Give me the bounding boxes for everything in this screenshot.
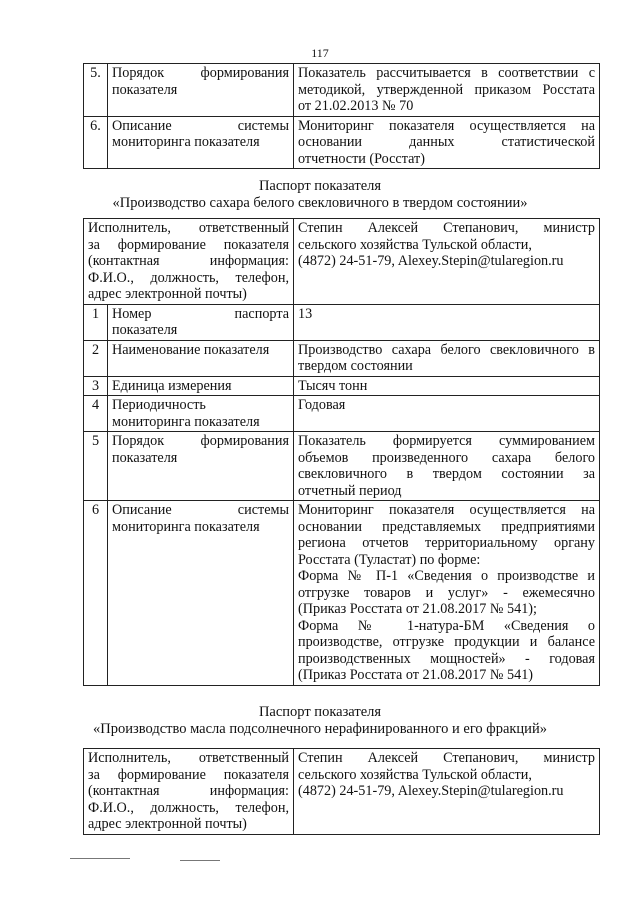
value-line: основании представляемых предприятиями <box>298 518 595 535</box>
row-number: 4 <box>84 396 108 432</box>
label-word: Порядок <box>112 65 165 81</box>
table-row <box>84 396 600 432</box>
label-line: Номер паспорта <box>112 305 289 322</box>
value-line: производственных мощностей» - годовая <box>298 650 595 667</box>
row-label <box>108 116 294 169</box>
label-line: (контактная информация: <box>88 253 289 269</box>
label-line: Наименование показателя <box>112 341 270 358</box>
row-number: 2 <box>84 340 108 376</box>
label-line: Единица измерения <box>112 377 232 394</box>
value-line: отчетности (Росстат) <box>298 150 425 167</box>
label-line: за формирование показателя <box>88 236 289 253</box>
passport1-table <box>83 218 600 686</box>
executor-row <box>84 749 600 835</box>
row-label <box>108 501 294 686</box>
label-word: формирования <box>200 65 289 81</box>
executor-value <box>294 749 600 835</box>
value-line: Росстата (Туластат) по форме: <box>298 551 481 568</box>
row-value <box>294 340 600 376</box>
table-row <box>84 432 600 501</box>
row-value <box>294 116 600 169</box>
scan-artifact <box>180 860 220 861</box>
value-line: Степин Алексей Степанович, министр <box>298 750 595 766</box>
label-line: за формирование показателя <box>88 766 289 783</box>
row-label <box>108 432 294 501</box>
row-number: 6 <box>84 501 108 686</box>
label-line: Порядок формирования <box>112 433 289 449</box>
executor-row <box>84 219 600 305</box>
value-line: Производство сахара белого свекловичного в <box>298 341 595 358</box>
value-line: Мониторинг показателя осуществляется на <box>298 502 595 518</box>
label-word: системы <box>237 117 289 134</box>
row-label <box>108 396 294 432</box>
value-line: Мониторинг показателя осуществляется на <box>298 117 595 134</box>
label-line: мониторинга показателя <box>112 518 260 535</box>
value-line: объемов произведенного сахара белого <box>298 449 595 466</box>
value-line: сельского хозяйства Тульской области, <box>298 766 532 783</box>
value-line: Тысяч тонн <box>298 377 368 394</box>
label-line: Описание системы <box>112 502 289 518</box>
row-number: 3 <box>84 376 108 396</box>
value-line: сельского хозяйства Тульской области, <box>298 236 532 253</box>
label-line: (контактная информация: <box>88 783 289 799</box>
row-number: 5 <box>84 432 108 501</box>
label-line: показателя <box>112 322 178 338</box>
value-line: Форма № 1-натура-БМ «Сведения о <box>298 617 595 634</box>
row-value <box>294 501 600 686</box>
value-line: 13 <box>298 305 313 322</box>
label-line: мониторинга показателя <box>112 413 260 430</box>
row-value <box>294 396 600 432</box>
row-number: 5. <box>84 64 108 117</box>
scan-artifact <box>70 858 130 859</box>
value-line: (Приказ Росстата от 21.08.2017 № 541); <box>298 601 537 617</box>
passport1-subtitle: «Производство сахара белого свекловичного в твердом состоянии» <box>112 195 528 211</box>
label-line: показателя <box>112 449 178 466</box>
value-line: методикой, утвержденной приказом Росстата <box>298 81 595 98</box>
row-number: 1 <box>84 304 108 340</box>
label-line: Исполнитель, ответственный <box>88 220 289 236</box>
value-line: производстве, отгрузке продукции и балансе <box>298 634 595 650</box>
value-line: (4872) 24-51-79, Alexey.Stepin@tularegion.ru <box>298 253 564 269</box>
value-line: (Приказ Росстата от 21.08.2017 № 541) <box>298 667 534 683</box>
value-line: Годовая <box>298 397 346 413</box>
table-row <box>84 116 600 169</box>
passport1-title: Паспорт показателя <box>258 178 382 194</box>
value-line: (4872) 24-51-79, Alexey.Stepin@tularegion.ru <box>298 783 564 799</box>
value-line: региона отчетов территориальному органу <box>298 535 595 551</box>
executor-label <box>84 749 294 835</box>
passport2-title: Паспорт показателя <box>258 704 382 720</box>
executor-label <box>84 219 294 305</box>
row-value <box>294 376 600 396</box>
label-word: Описание <box>112 117 172 134</box>
table-row <box>84 64 600 117</box>
row-label <box>108 64 294 117</box>
value-line: Показатель рассчитывается в соответствии с <box>298 65 595 81</box>
value-line: свекловичного в твердом состоянии за <box>298 466 595 482</box>
value-line: от 21.02.2013 № 70 <box>298 98 414 114</box>
label-line: Исполнитель, ответственный <box>88 750 289 766</box>
row-value <box>294 432 600 501</box>
label-line: мониторинга показателя <box>112 134 260 150</box>
table-row <box>84 304 600 340</box>
executor-value <box>294 219 600 305</box>
row-value <box>294 304 600 340</box>
label-line: показателя <box>112 81 178 98</box>
table-row <box>84 376 600 396</box>
row-label <box>108 304 294 340</box>
value-line: твердом состоянии <box>298 358 413 374</box>
label-line: адрес электронной почты) <box>88 286 247 302</box>
row-label <box>108 376 294 396</box>
row-number: 6. <box>84 116 108 169</box>
row-value <box>294 64 600 117</box>
table-row <box>84 340 600 376</box>
label-line: адрес электронной почты) <box>88 816 247 832</box>
label-line: Ф.И.О., должность, телефон, <box>88 269 289 286</box>
value-line: Форма № П-1 «Сведения о производстве и <box>298 568 595 584</box>
value-line: основании данных статистической <box>298 134 595 150</box>
value-line: отгрузке товаров и услуг» - ежемесячно <box>298 584 595 601</box>
value-line: отчетный период <box>298 482 402 499</box>
row-label <box>108 340 294 376</box>
passport2-subtitle: «Производство масла подсолнечного нерафинированного и его фракций» <box>93 721 547 737</box>
value-line: Степин Алексей Степанович, министр <box>298 220 595 236</box>
passport2-table <box>83 748 600 835</box>
top-table <box>83 63 600 169</box>
page-number: 117 <box>311 46 329 60</box>
label-line: Периодичность <box>112 397 206 413</box>
label-line: Ф.И.О., должность, телефон, <box>88 799 289 816</box>
value-line: Показатель формируется суммированием <box>298 433 595 449</box>
table-row <box>84 501 600 686</box>
